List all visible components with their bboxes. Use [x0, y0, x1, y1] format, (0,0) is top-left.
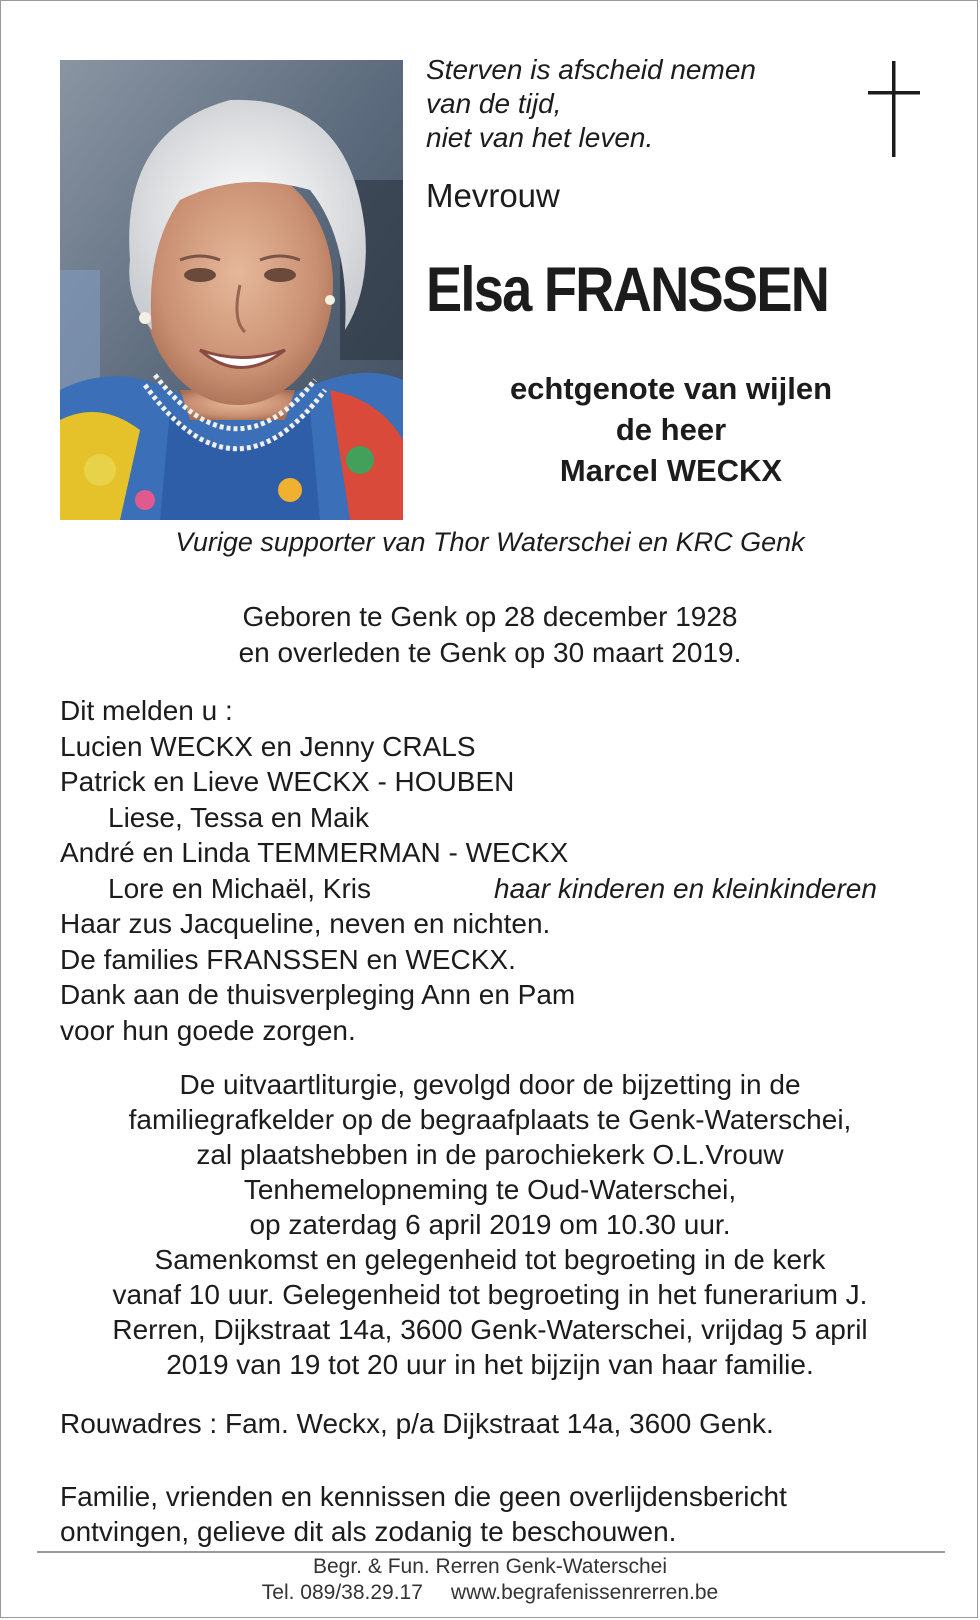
website-link[interactable]: www.begrafenissenrerren.be — [450, 1581, 719, 1604]
ceremony-line: De uitvaartliturgie, gevolgd door de bijzetting in de — [179, 1069, 801, 1100]
family-line: Patrick en Lieve WECKX - HOUBEN — [60, 766, 515, 797]
birth-date: Geboren te Genk op 28 december 1928 — [242, 601, 738, 632]
grandchildren-line — [60, 871, 940, 907]
ceremony-line: 2019 van 19 tot 20 uur in het bijzijn van haar familie. — [166, 1349, 814, 1380]
cross-icon — [865, 61, 925, 161]
spouse-info — [431, 368, 911, 491]
deceased-name: Elsa FRANSSEN — [426, 255, 829, 325]
ceremony-line: Tenhemelopneming te Oud-Waterschei, — [243, 1174, 737, 1205]
supporter-note: Vurige supporter van Thor Waterschei en KRC Genk — [175, 527, 805, 557]
ceremony-line: Samenkomst en gelegenheid tot begroeting in de kerk — [154, 1244, 826, 1275]
ceremony-line: vanaf 10 uur. Gelegenheid tot begroeting in het funerarium J. — [112, 1279, 868, 1310]
family-list — [60, 693, 940, 1048]
notice-line: Familie, vrienden en kennissen die geen overlijdensbericht — [60, 1481, 787, 1512]
thanks-line: voor hun goede zorgen. — [60, 1014, 356, 1046]
grandchildren-line: Liese, Tessa en Maik — [108, 801, 369, 833]
thanks-line: Dank aan de thuisverpleging Ann en Pam — [60, 979, 576, 1010]
mourning-address: Rouwadres : Fam. Weckx, p/a Dijkstraat 14a, 3600 Genk. — [60, 1408, 774, 1439]
family-intro: Dit melden u : — [60, 695, 233, 726]
salutation: Mevrouw — [426, 177, 560, 214]
footer-contact — [1, 1580, 979, 1606]
notice-text — [60, 1479, 787, 1549]
spouse-line: de heer — [615, 412, 727, 447]
quote-line: niet van het leven. — [426, 122, 654, 153]
ceremony-line: op zaterdag 6 april 2019 om 10.30 uur. — [249, 1209, 731, 1240]
phone-number: Tel. 089/38.29.17 — [261, 1581, 423, 1604]
family-line: Lucien WECKX en Jenny CRALS — [60, 730, 476, 762]
death-date: en overleden te Genk op 30 maart 2019. — [238, 637, 742, 668]
grandchildren-names: Lore en Michaël, Kris — [108, 872, 372, 904]
notice-line: ontvingen, gelieve dit als zodanig te beschouwen. — [60, 1516, 677, 1547]
footer — [1, 1554, 979, 1606]
ceremony-line: zal plaatshebben in de parochiekerk O.L.Vrouw — [196, 1139, 784, 1170]
ceremony-line: Rerren, Dijkstraat 14a, 3600 Genk-Waterschei, vrijdag 5 april — [112, 1314, 868, 1345]
ceremony-details — [41, 1067, 939, 1382]
ceremony-line: familiegrafkelder op de begraafplaats te Genk-Waterschei, — [128, 1104, 852, 1135]
spouse-name: Marcel WECKX — [559, 453, 783, 488]
relationship-note: haar kinderen en kleinkinderen — [494, 872, 877, 904]
life-dates — [1, 599, 979, 671]
quote-line: Sterven is afscheid nemen — [426, 54, 756, 85]
portrait-illustration — [60, 60, 403, 520]
spouse-line: echtgenote van wijlen — [509, 371, 833, 406]
family-line: De families FRANSSEN en WECKX. — [60, 943, 516, 975]
memorial-quote — [426, 53, 756, 155]
portrait-photo — [60, 60, 403, 520]
family-line: André en Linda TEMMERMAN - WECKX — [60, 837, 569, 868]
family-line: Haar zus Jacqueline, neven en nichten. — [60, 908, 551, 939]
funeral-company: Begr. & Fun. Rerren Genk-Waterschei — [312, 1555, 668, 1578]
quote-line: van de tijd, — [426, 88, 562, 119]
footer-divider — [37, 1551, 945, 1553]
